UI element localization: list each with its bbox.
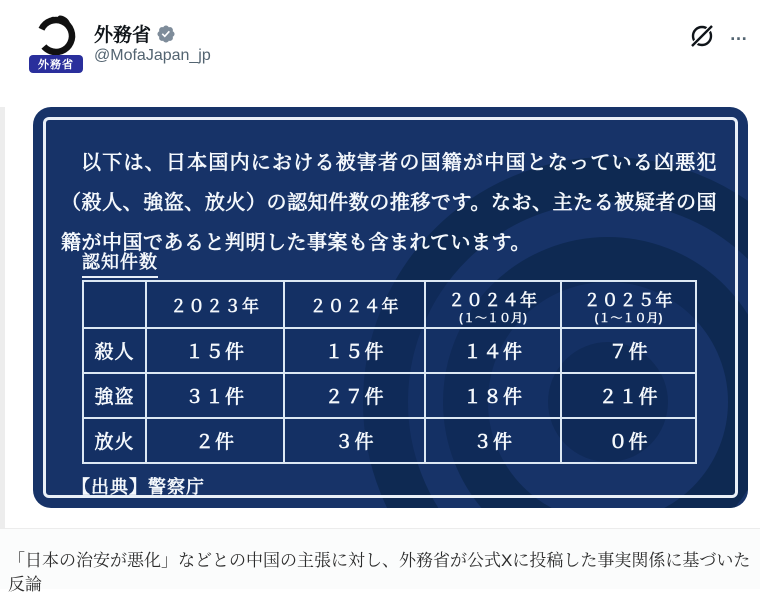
mofa-emblem-icon xyxy=(29,13,83,59)
header-2024: ２０２４年 xyxy=(284,281,425,328)
avatar-ministry-badge: 外務省 xyxy=(29,55,83,73)
row-label: 殺人 xyxy=(83,328,146,373)
cell-value: ２１件 xyxy=(561,373,696,418)
table-row-murder xyxy=(83,328,696,373)
header-empty-cell xyxy=(83,281,146,328)
table-label: 認知件数 xyxy=(82,248,158,278)
cell-value: ３件 xyxy=(284,418,425,463)
header-2024-partial: ２０２４年 (１～１０月) xyxy=(425,281,561,328)
source-note: 【出典】警察庁 xyxy=(72,477,205,497)
cell-value: ７件 xyxy=(561,328,696,373)
cell-value: ２件 xyxy=(146,418,284,463)
table-row-arson xyxy=(83,418,696,463)
image-paragraph: 以下は、日本国内における被害者の国籍が中国となっている凶悪犯（殺人、強盗、放火）の認知件数の推移です。なお、主たる被疑者の国籍が中国であると判明した事案も含まれています。 xyxy=(61,152,717,254)
avatar[interactable] xyxy=(29,13,83,75)
post-image[interactable] xyxy=(33,107,748,508)
more-menu-icon[interactable]: … xyxy=(729,24,749,44)
verified-badge-icon xyxy=(156,24,176,44)
crime-stats-table xyxy=(82,280,697,464)
author-name-label: 外務省 xyxy=(94,25,152,46)
cell-value: ３件 xyxy=(425,418,561,463)
row-label: 放火 xyxy=(83,418,146,463)
cell-value: ２７件 xyxy=(284,373,425,418)
cell-value: ３１件 xyxy=(146,373,284,418)
cell-value: １５件 xyxy=(146,328,284,373)
post-header xyxy=(0,0,760,107)
row-label: 強盗 xyxy=(83,373,146,418)
table-row-robbery xyxy=(83,373,696,418)
author-name[interactable] xyxy=(94,20,176,47)
table-header-row xyxy=(83,281,696,328)
grok-icon[interactable] xyxy=(688,22,716,50)
author-handle[interactable]: @MofaJapan_jp xyxy=(94,47,211,64)
cell-value: １８件 xyxy=(425,373,561,418)
cell-value: １４件 xyxy=(425,328,561,373)
cell-value: ０件 xyxy=(561,418,696,463)
article-caption: 「日本の治安が悪化」などとの中国の主張に対し、外務省が公式Xに投稿した事実関係に基づいた反論 xyxy=(8,551,751,594)
cell-value: １５件 xyxy=(284,328,425,373)
header-2025-partial: ２０２５年 (１～１０月) xyxy=(561,281,696,328)
header-2023: ２０２３年 xyxy=(146,281,284,328)
